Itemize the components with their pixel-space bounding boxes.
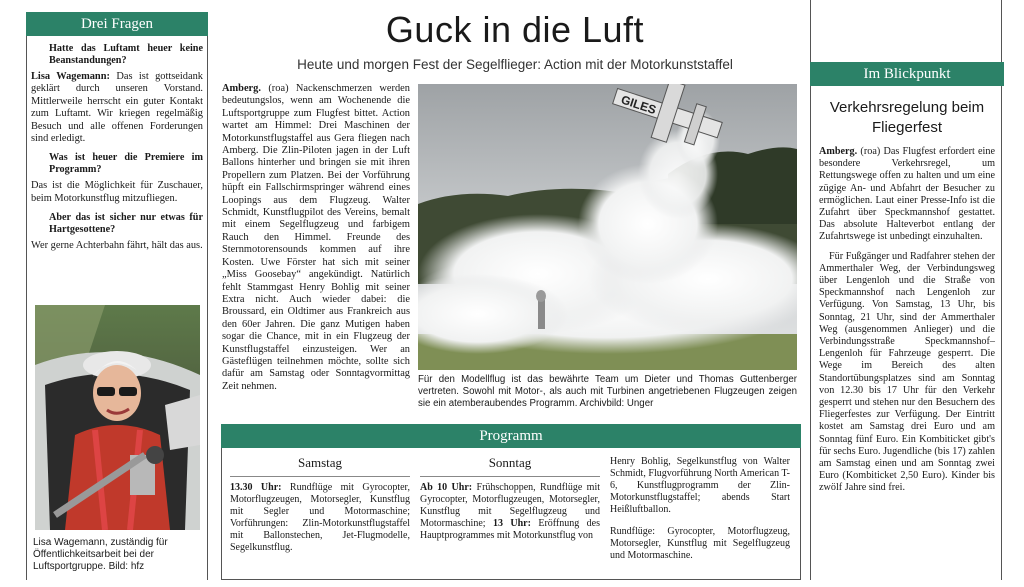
samstag-time: 13.30 Uhr: [230,482,282,493]
blickpunkt-paragraph-1 [819,146,995,244]
plane-marking: GILES [619,92,658,118]
blickpunkt-p1-text: (roa) Das Flugfest erfordert eine besondere Verkehrsregel, um Rettungswege offen zu halten und um eine zügige An- und Abfahrt der Besucher zu ermöglichen. Laut einer Presse-Info ist die Zufahrt über Speckmannshof gestattet. Das absolute Halteverbot entlang der Zufahrtswege ist unbedingt einzuhalten. [819,146,995,243]
drei-fragen-box [26,12,208,580]
answer-1 [31,71,203,145]
interview [27,43,207,253]
sonntag-text [420,482,600,542]
subheadline: Heute und morgen Fest der Segelflieger: Action mit der Motorkunststaffel [297,57,733,72]
main-dateline: Amberg. [222,83,261,94]
programm-box [221,424,801,580]
main-body: (roa) Nackenschmerzen werden bedeutungslos, wenn am Wochenende die Luftsportgruppe zum Flugfest bittet. Action wartet am Himmel: Drei Maschinen der Motorkunstflugstaffel aus Gera fliegen nach Amberg. Die Zlin-Piloten jagen in der Luft Ballons hinterher und bringen sie mit ihren Propellern zum Platzen. Bei der Vorführung hüpft ein Fallschirmspringer während eines Loopings aus dem Flugzeug. Walter Schmidt, Kunstflugpilot des Vereins, bemalt mit einem Segelflugzeug und farbigem Rauch den Himmel. Freunde des Sternmotorensounds kommen auf ihre Kosten. Uwe Förster hat sich mit seiner „Miss Goosebay“ angekündigt. Natürlich fehlt Stammgast Henry Bohlig mit seiner Extra nicht. Auch wieder dabei: die Broussard, ein Oldtimer aus Frankreich aus den 60er Jahren. Die ganz Mutigen haben sogar die Chance, mit in ein Flugzeug der Kunstflugstaffel einzusteigen. Wer an Gästeflügen teilnehmen möchte, sollte sich dafür am Samstag oder Sonntagvormittag Zeit nehmen. [222,83,410,392]
headline: Guck in die Luft [385,9,645,50]
question-3: Aber das ist sicher nur etwas für Hartgesottene? [49,212,203,236]
samstag-heading: Samstag [230,454,410,477]
samstag-body: Rundflüge mit Gyrocopter, Motorflugzeugen, Motorsegler, Kunstflug mit Segler und Motormaschine; Vorführungen: Zlin-Motorkunstflugstaffel mit Ballonstechen, Jet-Flugmodelle, Segelkunstflug. [230,482,410,553]
sonntag-body-2: Eröffnung des Hauptprogrammes mit Motorkunstflug von [420,518,601,541]
answer-3: Wer gerne Achterbahn fährt, hält das aus. [31,240,203,252]
drei-fragen-header: Drei Fragen [26,12,208,36]
portrait-caption: Lisa Wagemann, zuständig für Öffentlichkeitsarbeit bei der Luftsportgruppe. Bild: hfz [33,537,168,572]
sonntag-body-1: Frühschoppen, Rundflüge mit Gyrocopter, Motorflugzeugen, Motorsegler, Kunstflug mit Segelflugzeug und Motormaschine; [420,482,600,529]
answer-1-text: Das ist gottseidank geklärt durch unseren Vorstand. Mittlerweile herrscht ein guter Kontakt zum Luftamt. Wir kriegen regelmäßig Besuch und alle offenen Forderungen sind erledigt. [31,71,203,145]
portrait-photo [35,305,200,530]
blickpunkt-title: Verkehrsregelung beim Fliegerfest [829,99,985,136]
sonntag-time-1: Ab 10 Uhr: [420,482,473,493]
programm-sonntag [420,454,600,542]
airplane-smoke-image [418,84,797,370]
blickpunkt-paragraph-2: Für Fußgänger und Radfahrer stehen der Ammerthaler Weg, der Verbindungsweg über Lengenloh und die Straße von Speckmannshof nach Lengenloh zur Verfügung. Von Samstag, 13 Uhr, bis Sonntag, 21 Uhr, sind der Ammerthaler Weg (ausgenommen Anlieger) und die Verbindungsstraße Speckmannshof–Lengenloh für Fahrzeuge gesperrt. Die Wege im Bereich des alten Standortübungsplatzes sind am Sonntag von 12.30 bis 17 Uhr für den Verkehr gesperrt und stehen nur den Besuchern des Fliegerfestes zur Verfügung. Der Eintritt kostet am Samstag drei Euro und am Sonntag fünf Euro. Ein Kombiticket gibt's für sechs Euro. Jugendliche (bis 17) zahlen am Samstag einen und am Sonntag zwei Euro (Kombiticket 2,50 Euro). Kinder bis zwölf Jahre sind frei. [819,250,995,494]
programm-cont-2: Rundflüge: Gyrocopter, Motorflugzeug, Motorsegler, Kunstflug mit Segelflugzeug und Motormaschine. [610,526,790,561]
main-article-text [222,83,410,393]
answer-2: Das ist die Möglichkeit für Zuschauer, beim Motorkunstflug mitzufliegen. [31,180,203,204]
sonntag-heading: Sonntag [420,454,600,477]
programm-header: Programm [221,424,801,448]
blickpunkt-article [819,146,995,495]
programm-cont-1: Henry Bohlig, Segelkunstflug von Walter Schmidt, Flugvorführung North American T-6, Kunstflugprogramm der Zlin-Motorkunstflugstaffel; abends Start Heißluftballon. [610,456,790,515]
answer-1-name: Lisa Wagemann: [31,71,110,82]
samstag-text [230,482,410,554]
main-photo [418,84,797,370]
main-photo-caption: Für den Modellflug ist das bewährte Team um Dieter und Thomas Guttenberger vertreten. Sowohl mit Motor-, als auch mit Turbinen angetriebenen Flugzeugen zeigen sie ein atemberaubendes Programm. Archivbild: Unger [418,374,797,409]
question-1: Hatte das Luftamt heuer keine Beanstandungen? [49,43,203,66]
question-2: Was ist heuer die Premiere im Programm? [49,152,203,176]
sonntag-time-2: 13 Uhr: [492,518,531,529]
glider-pilot-image [35,305,200,530]
im-blickpunkt-box [810,0,1002,580]
im-blickpunkt-header: Im Blickpunkt [810,62,1004,86]
programm-continued [610,456,790,562]
programm-samstag [230,454,410,554]
blickpunkt-dateline: Amberg. [819,146,858,157]
